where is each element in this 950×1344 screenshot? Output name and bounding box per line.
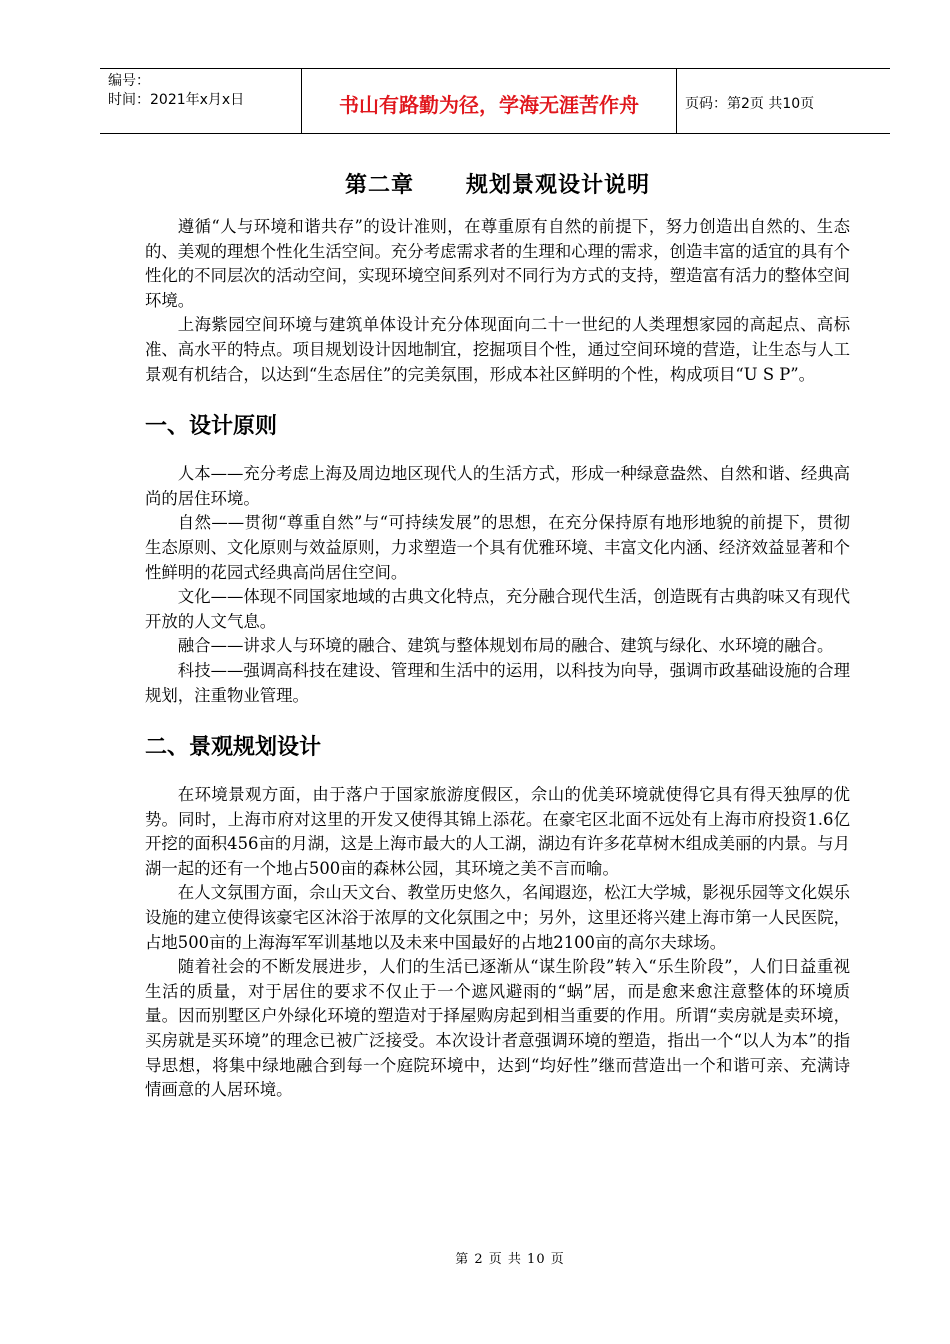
header-page-info: 页码：第2页 共10页 [685, 96, 815, 112]
landscape-paragraph: 在环境景观方面，由于落户于国家旅游度假区，佘山的优美环境就使得它具有得天独厚的优势。同时，上海市府对这里的开发又使得其锦上添花。在豪宅区北面不远处有上海市府投资1.6亿开挖的面积456亩的月湖，这是上海市最大的人工湖，湖边有许多花草树木组成美丽的内景。与月湖一起的还有一个地占500亩的森林公园，其环境之美不言而喻。 [145, 785, 850, 878]
principle-paragraph: 人本——充分考虑上海及周边地区现代人的生活方式，形成一种绿意盎然、自然和谐、经典高尚的居住环境。 [145, 464, 850, 508]
number-label: 编号： [108, 73, 150, 89]
page-footer: 第 2 页 共 10 页 [455, 1252, 565, 1267]
section-heading-design-principles: 一、设计原则 [145, 414, 278, 440]
time-label: 时间：2021年x月x日 [108, 92, 245, 108]
principle-paragraph: 科技——强调高科技在建设、管理和生活中的运用，以科技为向导，强调市政基础设施的合理规划，注重物业管理。 [145, 660, 850, 705]
chapter-title: 第二章 规划景观设计说明 [345, 173, 650, 198]
section-heading-landscape-planning: 二、景观规划设计 [145, 735, 322, 761]
principle-paragraph: 融合——讲求人与环境的融合、建筑与整体规划布局的融合、建筑与绿化、水环境的融合。 [177, 636, 834, 656]
principle-paragraph: 自然——贯彻“尊重自然”与“可持续发展”的思想，在充分保持原有地形地貌的前提下，贯彻生态原则、文化原则与效益原则，力求塑造一个具有优雅环境、丰富文化内涵、经济效益显著和个性鲜明的花园式经典高尚居住空间。 [145, 513, 850, 582]
document-body [145, 168, 850, 1103]
intro-paragraph: 遵循“人与环境和谐共存”的设计准则，在尊重原有自然的前提下，努力创造出自然的、生态的、美观的理想个性化生活空间。充分考虑需求者的生理和心理的需求，创造丰富的适宜的具有个性化的不同层次的活动空间，实现环境空间系列对不同行为方式的支持，塑造富有活力的整体空间环境。 [145, 217, 850, 310]
landscape-paragraph: 随着社会的不断发展进步，人们的生活已逐渐从“谋生阶段”转入“乐生阶段”，人们日益重视生活的质量，对于居住的要求不仅止于一个遮风避雨的“蜗”居，而是愈来愈注意整体的环境质量。因而别墅区户外绿化环境的塑造对于择屋购房起到相当重要的作用。所谓“卖房就是卖环境，买房就是买环境”的理念已被广泛接受。本次设计者意强调环境的塑造，指出一个“以人为本”的指导思想，将集中绿地融合到每一个庭院环境中，达到“均好性”继而营造出一个和谐可亲、充满诗情画意的人居环境。 [145, 957, 850, 1100]
header-meta [100, 69, 302, 133]
intro-paragraph: 上海紫园空间环境与建筑单体设计充分体现面向二十一世纪的人类理想家园的高起点、高标准、高水平的特点。项目规划设计因地制宜，挖掘项目个性，通过空间环境的营造，让生态与人工景观有机结合，以达到“生态居住”的完美氛围，形成本社区鲜明的个性，构成项目“U S P”。 [145, 315, 850, 384]
principle-paragraph: 文化——体现不同国家地域的古典文化特点，充分融合现代生活，创造既有古典韵味又有现代开放的人文气息。 [145, 587, 850, 631]
landscape-paragraph: 在人文氛围方面，佘山天文台、教堂历史悠久，名闻遐迩，松江大学城，影视乐园等文化娱乐设施的建立使得该豪宅区沐浴于浓厚的文化氛围之中；另外，这里还将兴建上海市第一人民医院，占地500亩的上海海军军训基地以及未来中国最好的占地2100亩的高尔夫球场。 [145, 883, 850, 952]
header-motto: 书山有路勤为径，学海无涯苦作舟 [302, 69, 677, 133]
page-header [100, 68, 890, 134]
